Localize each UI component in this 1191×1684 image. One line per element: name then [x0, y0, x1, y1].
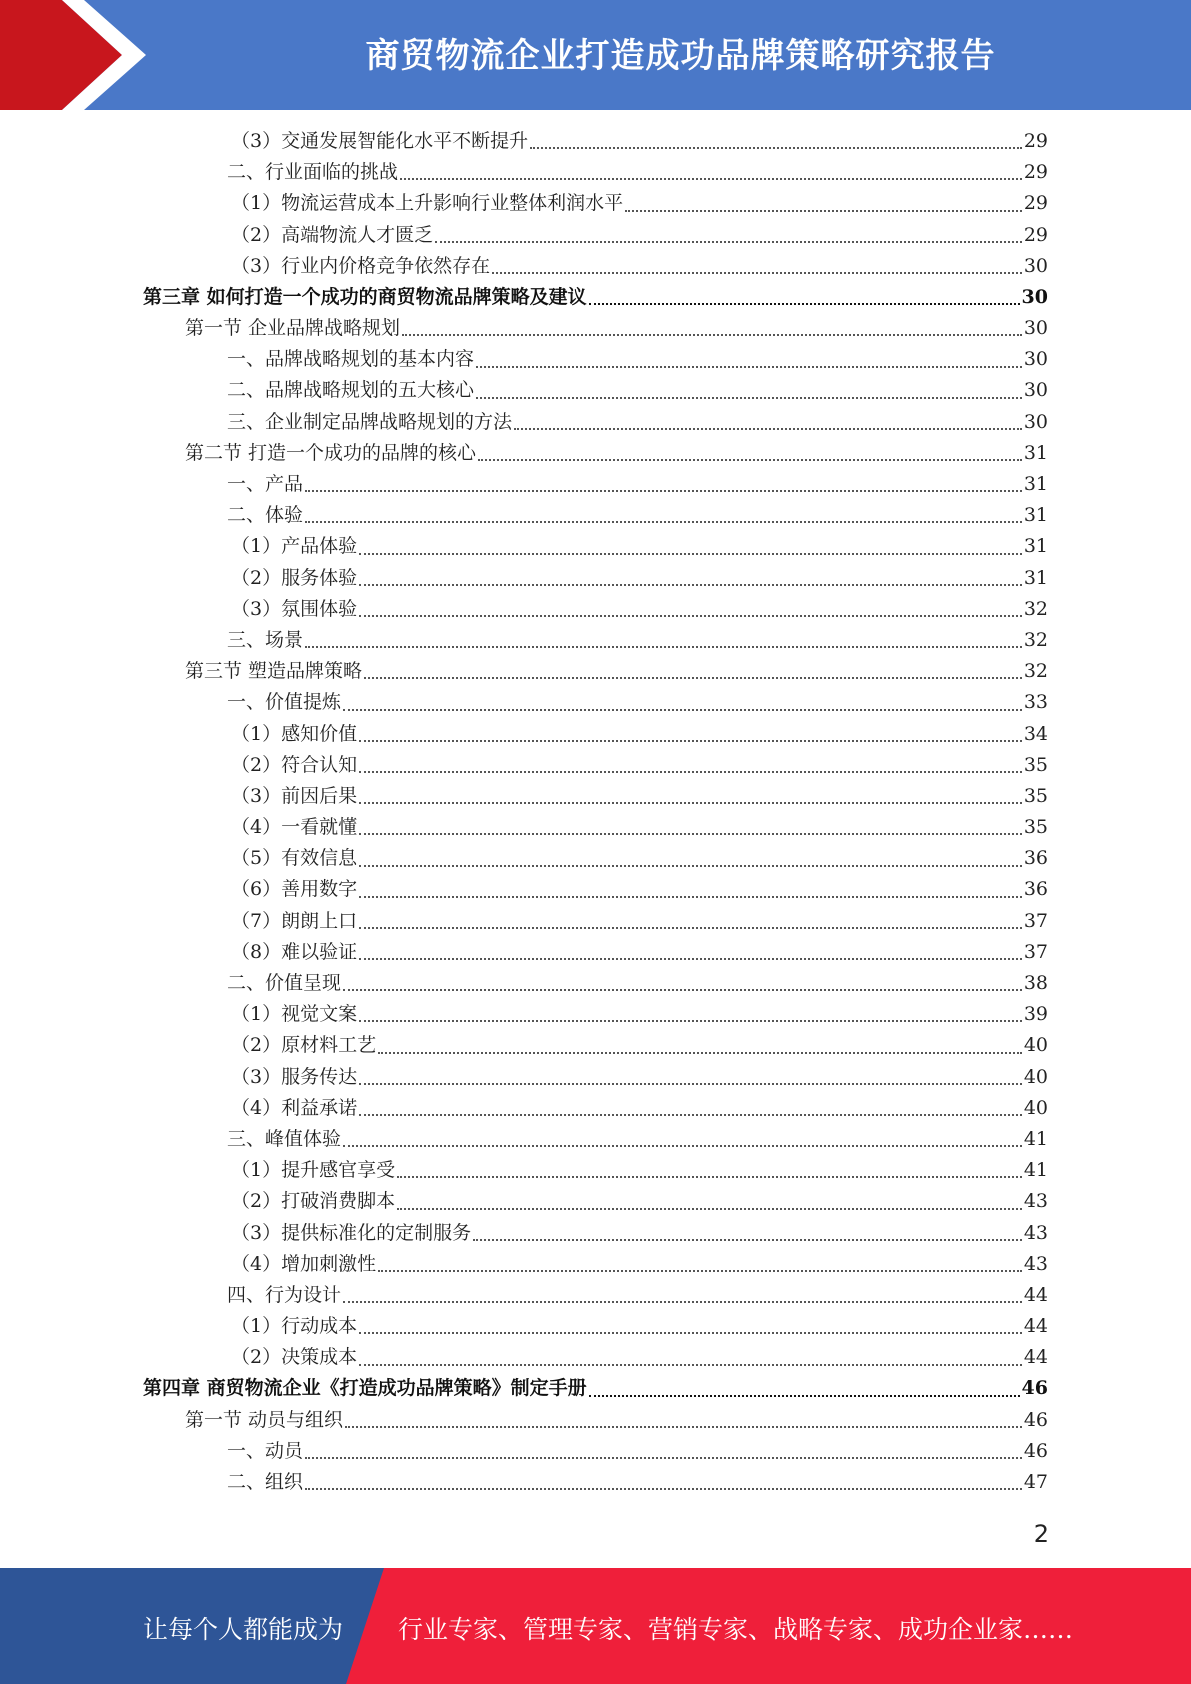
- toc-entry-page: 32: [1023, 660, 1048, 683]
- toc-leader-dots: [625, 210, 1022, 212]
- toc-entry-page: 40: [1023, 1065, 1048, 1088]
- toc-entry-label: （8）难以验证: [231, 940, 358, 963]
- toc-leader-dots: [345, 1426, 1022, 1428]
- toc-entry[interactable]: [143, 781, 1048, 812]
- page-footer: [0, 1568, 1191, 1684]
- toc-entry-page: 32: [1023, 597, 1048, 620]
- table-of-contents: [143, 126, 1048, 1498]
- toc-entry[interactable]: [143, 344, 1048, 375]
- toc-leader-dots: [359, 1114, 1022, 1116]
- page-number: 2: [1033, 1520, 1049, 1548]
- toc-entry-label: （3）前因后果: [231, 784, 358, 807]
- toc-entry-label: （1）物流运营成本上升影响行业整体利润水平: [231, 192, 624, 215]
- toc-entry-page: 30: [1023, 254, 1048, 277]
- toc-leader-dots: [305, 521, 1022, 523]
- toc-entry-label: （1）感知价值: [231, 722, 358, 745]
- toc-leader-dots: [589, 1395, 1020, 1397]
- toc-entry-page: 31: [1023, 535, 1048, 558]
- toc-entry-label: 第二节 打造一个成功的品牌的核心: [185, 441, 477, 464]
- toc-leader-dots: [589, 303, 1020, 305]
- toc-entry[interactable]: [143, 563, 1048, 594]
- toc-entry[interactable]: [143, 906, 1048, 937]
- toc-entry-label: （2）原材料工艺: [231, 1034, 377, 1057]
- toc-entry-label: （1）提升感官享受: [231, 1159, 396, 1182]
- toc-entry[interactable]: [143, 1249, 1048, 1280]
- toc-entry-label: （2）符合认知: [231, 753, 358, 776]
- toc-entry-label: 第一节 动员与组织: [185, 1408, 344, 1431]
- toc-entry[interactable]: [143, 407, 1048, 438]
- toc-leader-dots: [359, 615, 1022, 617]
- toc-entry-label: 第四章 商贸物流企业《打造成功品牌策略》制定手册: [143, 1377, 587, 1400]
- toc-leader-dots: [478, 459, 1022, 461]
- toc-entry-label: 三、企业制定品牌战略规划的方法: [227, 410, 513, 433]
- toc-entry[interactable]: [143, 812, 1048, 843]
- toc-entry[interactable]: [143, 1093, 1048, 1124]
- toc-entry[interactable]: [143, 469, 1048, 500]
- toc-entry[interactable]: [143, 282, 1048, 313]
- footer-slogan-left: 让每个人都能成为: [143, 1615, 344, 1644]
- toc-entry[interactable]: [143, 438, 1048, 469]
- toc-entry-label: （6）善用数字: [231, 878, 358, 901]
- toc-entry-label: （3）行业内价格竞争依然存在: [231, 254, 491, 277]
- toc-entry[interactable]: [143, 937, 1048, 968]
- toc-entry-page: 35: [1023, 816, 1048, 839]
- toc-leader-dots: [305, 1457, 1022, 1459]
- toc-entry-label: 三、峰值体验: [227, 1127, 342, 1150]
- toc-entry[interactable]: [143, 1124, 1048, 1155]
- toc-entry-page: 34: [1023, 722, 1048, 745]
- toc-entry[interactable]: [143, 1436, 1048, 1467]
- toc-leader-dots: [359, 1083, 1022, 1085]
- toc-leader-dots: [343, 1145, 1022, 1147]
- toc-entry-page: 32: [1023, 628, 1048, 651]
- toc-entry-label: 一、产品: [227, 473, 304, 496]
- toc-entry-page: 40: [1023, 1034, 1048, 1057]
- toc-entry-page: 44: [1023, 1283, 1048, 1306]
- toc-entry-page: 29: [1023, 192, 1048, 215]
- toc-entry-label: （3）提供标准化的定制服务: [231, 1221, 472, 1244]
- toc-entry[interactable]: [143, 968, 1048, 999]
- toc-entry-page: 36: [1023, 847, 1048, 870]
- toc-entry-page: 31: [1023, 504, 1048, 527]
- toc-entry[interactable]: [143, 1186, 1048, 1217]
- toc-entry[interactable]: [143, 188, 1048, 219]
- toc-leader-dots: [305, 1488, 1022, 1490]
- toc-leader-dots: [359, 958, 1022, 960]
- toc-entry-label: 三、场景: [227, 628, 304, 651]
- toc-entry-label: （2）打破消费脚本: [231, 1190, 396, 1213]
- toc-entry-label: 第三章 如何打造一个成功的商贸物流品牌策略及建议: [143, 285, 587, 308]
- toc-entry[interactable]: [143, 875, 1048, 906]
- toc-entry-page: 30: [1023, 317, 1048, 340]
- toc-leader-dots: [359, 584, 1022, 586]
- toc-entry[interactable]: [143, 1155, 1048, 1186]
- toc-leader-dots: [476, 366, 1022, 368]
- toc-entry-page: 37: [1023, 909, 1048, 932]
- toc-entry[interactable]: [143, 531, 1048, 562]
- toc-entry-label: （3）交通发展智能化水平不断提升: [231, 129, 529, 152]
- toc-entry-label: （2）高端物流人才匮乏: [231, 223, 434, 246]
- toc-entry[interactable]: [143, 500, 1048, 531]
- toc-entry-label: （1）产品体验: [231, 535, 358, 558]
- toc-leader-dots: [305, 490, 1022, 492]
- toc-entry-page: 47: [1023, 1471, 1048, 1494]
- toc-entry[interactable]: [143, 687, 1048, 718]
- toc-entry-label: （5）有效信息: [231, 847, 358, 870]
- toc-entry-page: 40: [1023, 1096, 1048, 1119]
- toc-leader-dots: [364, 677, 1022, 679]
- toc-entry-label: 二、品牌战略规划的五大核心: [227, 379, 475, 402]
- toc-entry-page: 43: [1023, 1221, 1048, 1244]
- toc-entry-page: 30: [1023, 348, 1048, 371]
- toc-entry-page: 30: [1023, 410, 1048, 433]
- toc-entry-page: 37: [1023, 940, 1048, 963]
- toc-entry-page: 44: [1023, 1315, 1048, 1338]
- toc-entry[interactable]: [143, 251, 1048, 282]
- toc-entry[interactable]: [143, 313, 1048, 344]
- toc-leader-dots: [378, 1052, 1022, 1054]
- toc-entry-page: 46: [1023, 1408, 1048, 1431]
- toc-entry-label: 第一节 企业品牌战略规划: [185, 317, 401, 340]
- toc-entry-label: （7）朗朗上口: [231, 909, 358, 932]
- toc-entry-page: 31: [1023, 566, 1048, 589]
- toc-entry[interactable]: [143, 719, 1048, 750]
- toc-leader-dots: [435, 241, 1022, 243]
- toc-leader-dots: [343, 989, 1022, 991]
- toc-entry-label: （2）决策成本: [231, 1346, 358, 1369]
- toc-entry-page: 30: [1021, 285, 1048, 308]
- toc-leader-dots: [343, 1301, 1022, 1303]
- toc-entry-page: 33: [1023, 691, 1048, 714]
- toc-leader-dots: [359, 896, 1022, 898]
- toc-entry-label: （4）利益承诺: [231, 1096, 358, 1119]
- toc-leader-dots: [473, 1239, 1022, 1241]
- toc-leader-dots: [530, 147, 1022, 149]
- toc-entry-label: 一、动员: [227, 1439, 304, 1462]
- toc-leader-dots: [359, 1364, 1022, 1366]
- toc-leader-dots: [359, 553, 1022, 555]
- toc-entry-label: （4）一看就懂: [231, 816, 358, 839]
- toc-leader-dots: [359, 865, 1022, 867]
- toc-entry-page: 46: [1023, 1439, 1048, 1462]
- toc-entry-label: （2）服务体验: [231, 566, 358, 589]
- toc-leader-dots: [359, 771, 1022, 773]
- toc-entry[interactable]: [143, 656, 1048, 687]
- toc-entry-page: 29: [1023, 129, 1048, 152]
- toc-entry-label: 四、行为设计: [227, 1283, 342, 1306]
- toc-entry[interactable]: [143, 1342, 1048, 1373]
- toc-entry[interactable]: [143, 999, 1048, 1030]
- toc-entry[interactable]: [143, 625, 1048, 656]
- toc-entry-page: 35: [1023, 784, 1048, 807]
- toc-entry-label: 二、价值呈现: [227, 972, 342, 995]
- toc-entry[interactable]: [143, 1311, 1048, 1342]
- toc-leader-dots: [400, 178, 1022, 180]
- toc-entry-label: 第三节 塑造品牌策略: [185, 660, 363, 683]
- toc-leader-dots: [397, 1176, 1022, 1178]
- toc-entry-page: 43: [1023, 1252, 1048, 1275]
- toc-entry-page: 30: [1023, 379, 1048, 402]
- toc-entry-page: 31: [1023, 441, 1048, 464]
- toc-leader-dots: [359, 740, 1022, 742]
- footer-slogan-right: 行业专家、管理专家、营销专家、战略专家、成功企业家……: [398, 1615, 1074, 1644]
- toc-entry-label: （1）行动成本: [231, 1315, 358, 1338]
- toc-entry[interactable]: [143, 1218, 1048, 1249]
- toc-entry-label: 一、价值提炼: [227, 691, 342, 714]
- toc-entry[interactable]: [143, 594, 1048, 625]
- toc-entry[interactable]: [143, 1062, 1048, 1093]
- toc-entry-page: 41: [1023, 1159, 1048, 1182]
- toc-leader-dots: [343, 709, 1022, 711]
- toc-leader-dots: [359, 927, 1022, 929]
- toc-leader-dots: [397, 1208, 1022, 1210]
- toc-entry-page: 43: [1023, 1190, 1048, 1213]
- toc-entry-page: 36: [1023, 878, 1048, 901]
- toc-entry[interactable]: [143, 1467, 1048, 1498]
- toc-entry-page: 29: [1023, 161, 1048, 184]
- toc-entry-label: （1）视觉文案: [231, 1003, 358, 1026]
- toc-entry-label: 二、行业面临的挑战: [227, 161, 399, 184]
- toc-entry-page: 44: [1023, 1346, 1048, 1369]
- toc-entry[interactable]: [143, 750, 1048, 781]
- document-title: 商贸物流企业打造成功品牌策略研究报告: [365, 36, 996, 76]
- toc-entry-page: 46: [1021, 1377, 1048, 1400]
- toc-entry[interactable]: [143, 157, 1048, 188]
- toc-entry-label: 一、品牌战略规划的基本内容: [227, 348, 475, 371]
- toc-entry[interactable]: [143, 220, 1048, 251]
- toc-entry-page: 31: [1023, 473, 1048, 496]
- toc-entry-label: 二、组织: [227, 1471, 304, 1494]
- toc-entry-label: （3）氛围体验: [231, 597, 358, 620]
- toc-entry[interactable]: [143, 843, 1048, 874]
- toc-entry-page: 29: [1023, 223, 1048, 246]
- toc-leader-dots: [378, 1270, 1022, 1272]
- toc-leader-dots: [359, 1020, 1022, 1022]
- toc-entry[interactable]: [143, 1405, 1048, 1436]
- toc-leader-dots: [476, 397, 1022, 399]
- toc-leader-dots: [402, 334, 1022, 336]
- toc-leader-dots: [514, 428, 1022, 430]
- toc-entry-page: 35: [1023, 753, 1048, 776]
- toc-leader-dots: [359, 833, 1022, 835]
- toc-entry-label: （3）服务传达: [231, 1065, 358, 1088]
- toc-entry-page: 41: [1023, 1127, 1048, 1150]
- toc-entry[interactable]: [143, 1280, 1048, 1311]
- toc-entry-label: 二、体验: [227, 504, 304, 527]
- toc-entry-page: 39: [1023, 1003, 1048, 1026]
- toc-leader-dots: [359, 802, 1022, 804]
- page-header: [0, 0, 1191, 110]
- toc-entry-page: 38: [1023, 972, 1048, 995]
- toc-leader-dots: [359, 1332, 1022, 1334]
- toc-entry[interactable]: [143, 376, 1048, 407]
- toc-entry[interactable]: [143, 126, 1048, 157]
- toc-leader-dots: [492, 272, 1022, 274]
- toc-entry[interactable]: [143, 1374, 1048, 1405]
- toc-entry[interactable]: [143, 1030, 1048, 1061]
- toc-leader-dots: [305, 646, 1022, 648]
- toc-entry-label: （4）增加刺激性: [231, 1252, 377, 1275]
